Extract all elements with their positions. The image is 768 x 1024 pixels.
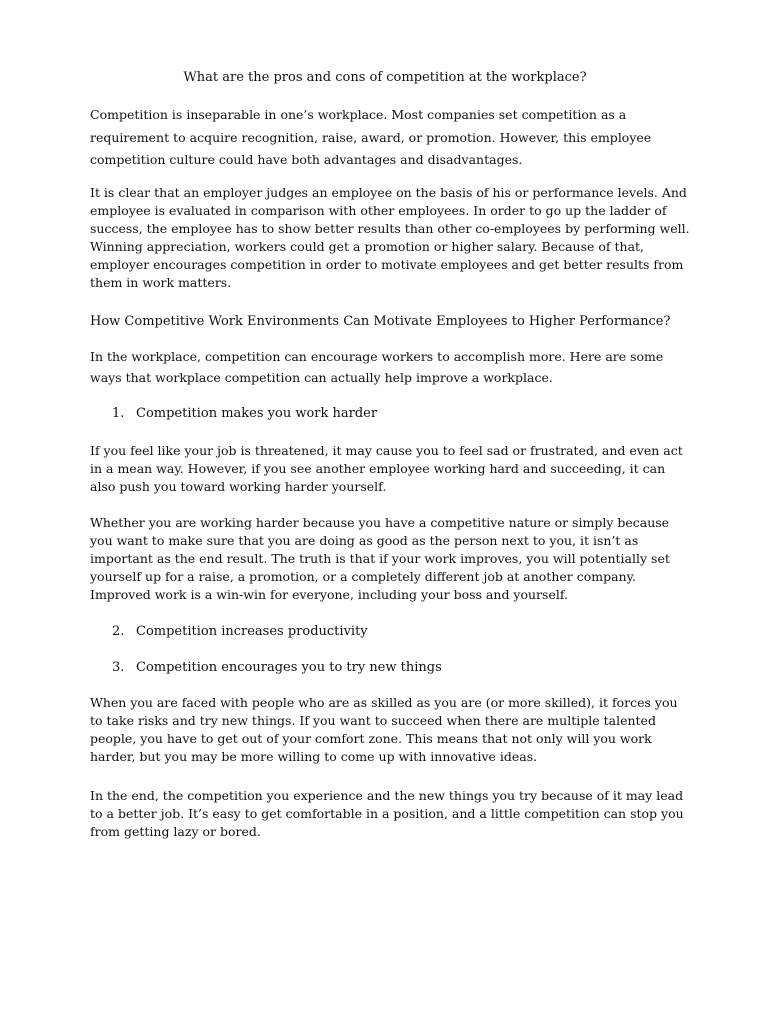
document-title: What are the pros and cons of competition at the workplace? — [183, 70, 587, 85]
list-number: 3. — [112, 660, 125, 675]
list-text: Competition encourages you to try new things — [136, 660, 442, 675]
paragraph-workplace-intro: In the workplace, competition can encourage workers to accomplish more. Here are some ways that workplace competition can actually help improve a workplace. — [90, 349, 664, 385]
section-heading: How Competitive Work Environments Can Motivate Employees to Higher Performance? — [90, 314, 671, 329]
paragraph-conclusion: In the end, the competition you experience and the new things you try because of it may lead to a better job. It’s easy to get comfortable in a position, and a little competition can stop you from getting lazy or bored. — [90, 788, 684, 839]
list-item-new-things — [112, 659, 442, 677]
list-item-work-harder — [112, 405, 377, 423]
list-item-productivity — [112, 623, 368, 641]
paragraph-employer-judges: It is clear that an employer judges an employee on the basis of his or performance levels. And employee is evaluated in comparison with other employees. In order to go up the ladder of success, the employee has to show better results than other co-employees by performing well. Winning appreciation, workers could get a promotion or higher salary. Because of that, employer encourages competition in order to motivate employees and get better results from them in work matters. — [90, 185, 690, 290]
list-number: 1. — [112, 406, 125, 421]
paragraph-intro: Competition is inseparable in one’s workplace. Most companies set competition as a requirement to acquire recognition, raise, award, or promotion. However, this employee competition culture could have both advantages and disadvantages. — [90, 107, 652, 167]
paragraph-skilled-people: When you are faced with people who are as skilled as you are (or more skilled), it forces you to take risks and try new things. If you want to succeed when there are multiple talented people, you have to get out of your comfort zone. This means that not only will you work harder, but you may be more willing to come up with innovative ideas. — [90, 695, 678, 764]
list-number: 2. — [112, 624, 125, 639]
paragraph-job-threatened: If you feel like your job is threatened, it may cause you to feel sad or frustrated, and even act in a mean way. However, if you see another employee working hard and succeeding, it can also push you toward working harder yourself. — [90, 443, 683, 494]
list-text: Competition makes you work harder — [136, 406, 378, 421]
paragraph-working-harder: Whether you are working harder because you have a competitive nature or simply because you want to make sure that you are doing as good as the person next to you, it isn’t as important as the end result. The truth is that if your work improves, you will potentially set yourself up for a raise, a promotion, or a completely different job at another company. Improved work is a win-win for everyone, including your boss and yourself. — [90, 515, 670, 602]
list-text: Competition increases productivity — [136, 624, 368, 639]
